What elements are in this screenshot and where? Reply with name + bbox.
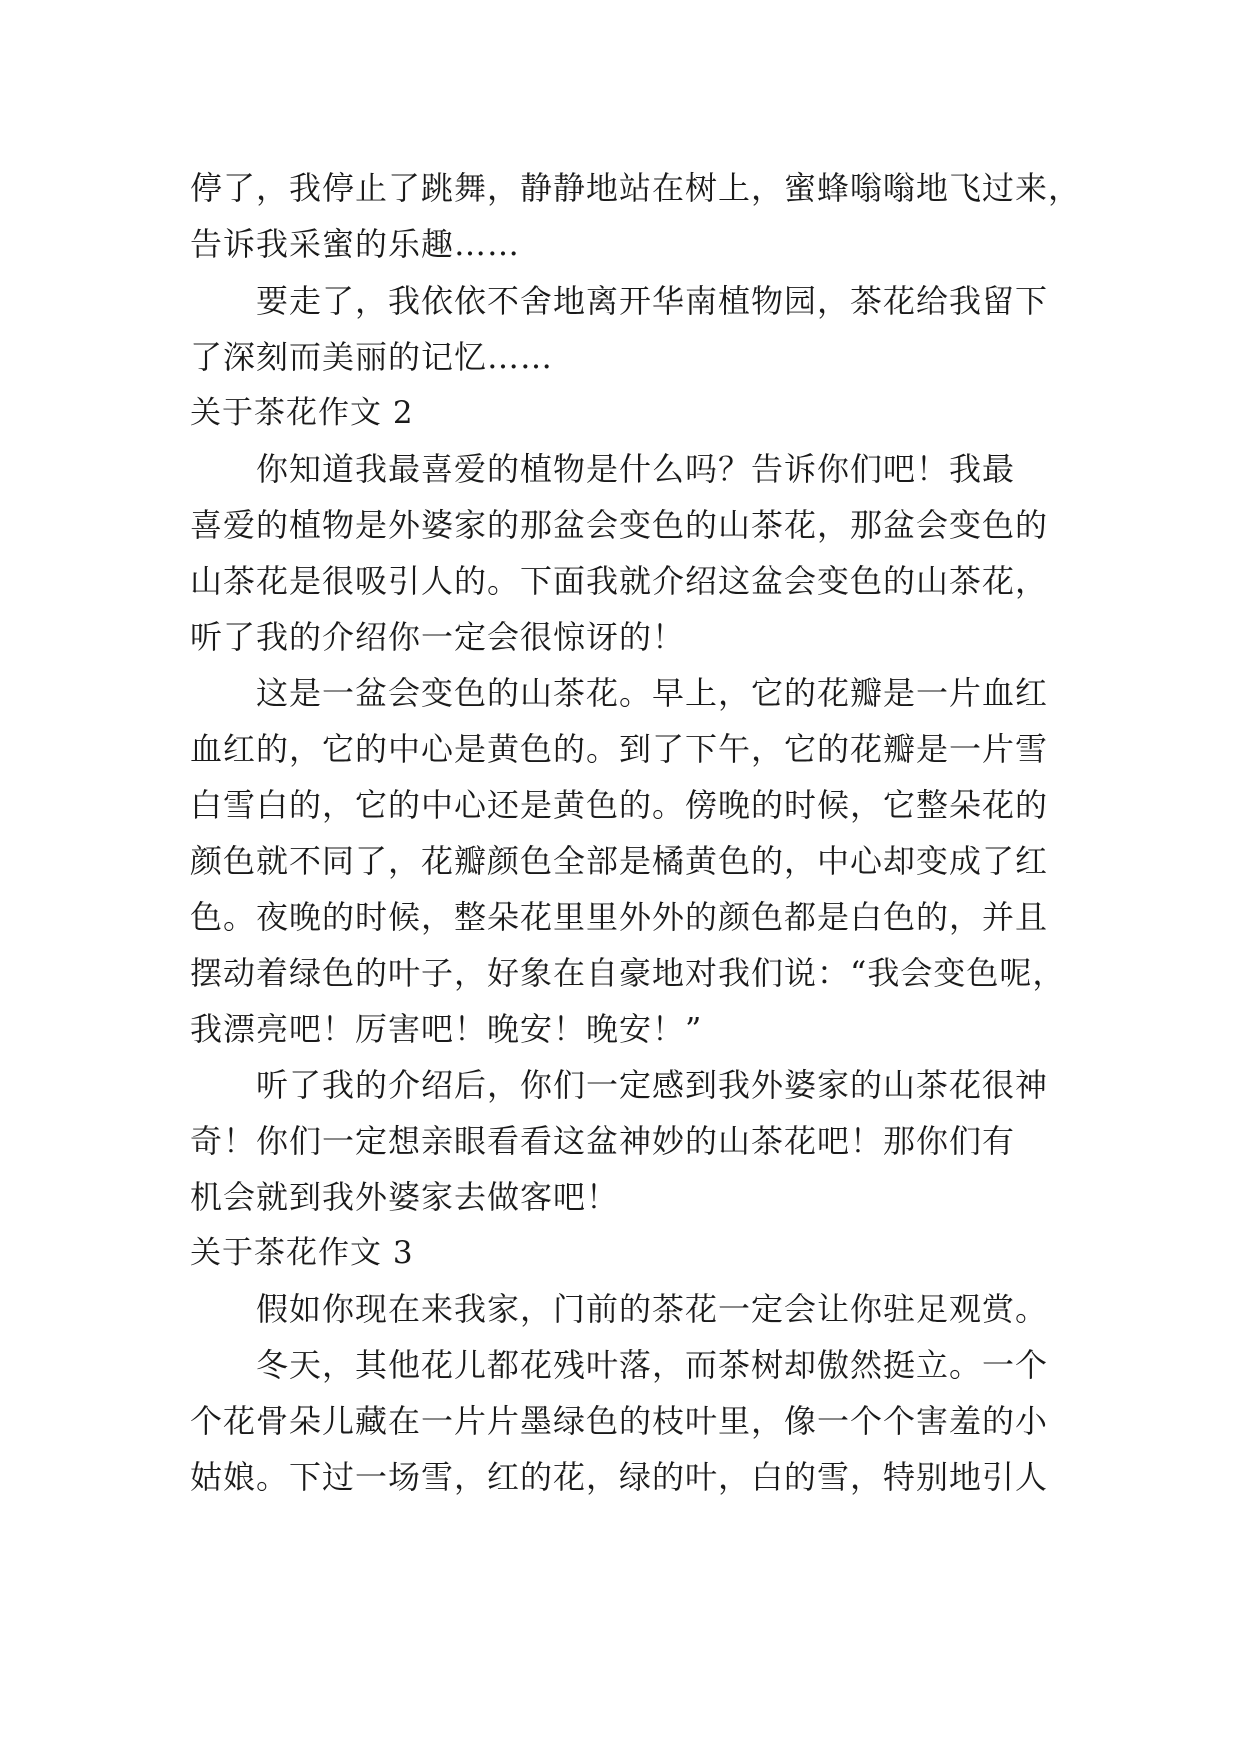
text-line: 要走了，我依依不舍地离开华南植物园，茶花给我留下 [190,282,1049,320]
text-line: 我漂亮吧！厉害吧！晚安！晚安！” [190,1010,703,1048]
text-line: 个花骨朵儿藏在一片片墨绿色的枝叶里，像一个个害羞的小 [190,1402,1049,1440]
text-line: 血红的，它的中心是黄色的。到了下午，它的花瓣是一片雪 [190,730,1049,768]
text-line: 颜色就不同了，花瓣颜色全部是橘黄色的，中心却变成了红 [190,842,1049,880]
text-line: 姑娘。下过一场雪，红的花，绿的叶，白的雪，特别地引人 [190,1458,1049,1496]
text-line: 听了我的介绍后，你们一定感到我外婆家的山茶花很神 [190,1066,1049,1104]
text-line: 告诉我采蜜的乐趣…… [190,225,521,263]
text-line: 你知道我最喜爱的植物是什么吗？告诉你们吧！我最 [190,450,1016,488]
text-line: 奇！你们一定想亲眼看看这盆神妙的山茶花吧！那你们有 [190,1122,1016,1160]
section-heading: 关于茶花作文 2 [190,395,414,431]
text-line: 了深刻而美丽的记忆…… [190,338,554,376]
text-line: 假如你现在来我家，门前的茶花一定会让你驻足观赏。 [190,1290,1049,1328]
text-line: 停了，我停止了跳舞，静静地站在树上，蜜蜂嗡嗡地飞过来， [190,169,1082,207]
section-heading: 关于茶花作文 3 [190,1235,414,1271]
text-line: 山茶花是很吸引人的。下面我就介绍这盆会变色的山茶花， [190,562,1049,600]
text-line: 摆动着绿色的叶子，好象在自豪地对我们说：“我会变色呢， [190,954,1066,992]
text-line: 机会就到我外婆家去做客吧！ [190,1178,620,1216]
text-line: 这是一盆会变色的山茶花。早上，它的花瓣是一片血红 [190,674,1049,712]
text-line: 白雪白的，它的中心还是黄色的。傍晚的时候，它整朵花的 [190,786,1049,824]
text-line: 色。夜晚的时候，整朵花里里外外的颜色都是白色的，并且 [190,898,1049,936]
text-line: 冬天，其他花儿都花残叶落，而茶树却傲然挺立。一个 [190,1346,1049,1384]
text-line: 喜爱的植物是外婆家的那盆会变色的山茶花，那盆会变色的 [190,506,1049,544]
text-line: 听了我的介绍你一定会很惊讶的！ [190,618,686,656]
